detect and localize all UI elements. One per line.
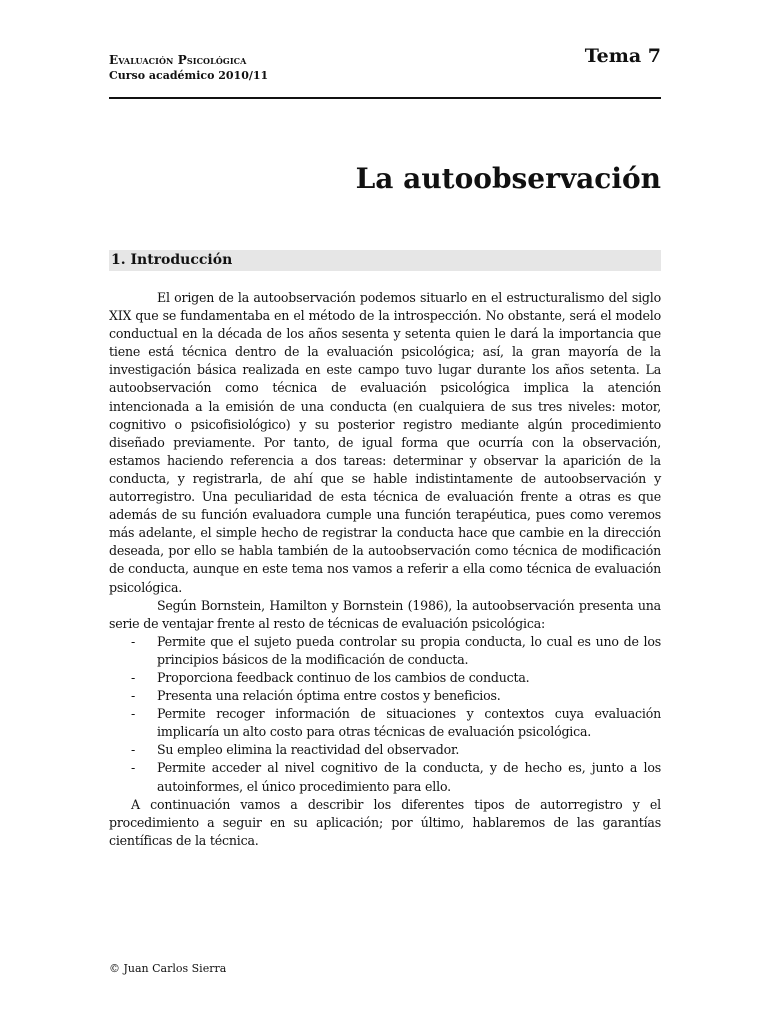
body-text	[109, 289, 661, 850]
list-item	[109, 633, 661, 669]
list-item-text: Proporciona feedback continuo de los cambios de conducta.	[157, 669, 530, 685]
closing-paragraph: A continuación vamos a describir los diferentes tipos de autorregistro y el procedimiento a seguir en su aplicación; por último, hablaremos de las garantías científicas de la técnica.	[109, 796, 661, 848]
list-dash: -	[131, 706, 136, 722]
list-item-text: Presenta una relación óptima entre costos y beneficios.	[157, 688, 501, 704]
section-heading-bar	[109, 250, 661, 271]
header-left	[109, 52, 268, 84]
page-footer: © Juan Carlos Sierra	[109, 962, 227, 975]
list-item-text: Permite que el sujeto pueda controlar su propia conducta, lo cual es uno de los principios básicos de la modificación de conducta.	[157, 633, 661, 667]
document-page	[109, 44, 661, 848]
subject-name: Evaluación Psicológica	[109, 53, 247, 67]
list-dash: -	[131, 669, 136, 685]
list-item	[109, 687, 661, 705]
section-title: 1. Introducción	[111, 252, 233, 268]
list-item	[109, 741, 661, 759]
list-dash: -	[131, 760, 136, 776]
list-item-text: Permite recoger información de situaciones y contextos cuya evaluación implicaría un alto costo para otras técnicas de evaluación psicológica.	[157, 706, 661, 740]
topic-number: Tema 7	[584, 45, 661, 67]
list-dash: -	[131, 742, 136, 758]
list-item	[109, 705, 661, 741]
advantages-list	[109, 633, 661, 796]
advantages-intro-paragraph: Según Bornstein, Hamilton y Bornstein (1986), la autoobservación presenta una serie de ventajar frente al resto de técnicas de evaluación psicológica:	[109, 597, 661, 631]
page-title: La autoobservación	[355, 162, 661, 195]
list-dash: -	[131, 633, 136, 649]
intro-paragraph: El origen de la autoobservación podemos situarlo en el estructuralismo del siglo XIX que se fundamentaba en el método de la introspección. No obstante, será el modelo conductual en la década de los años sesenta y setenta quien le dará la importancia que tiene está técnica dentro de la evaluación psicológica; así, la gran mayoría de la investigación básica realizada en este campo tuvo lugar durante los años setenta. La autoobservación como técnica de evaluación psicológica implica la atención intencionada a la emisión de una conducta (en cualquiera de sus tres niveles: motor, cognitivo o psicofisiológico) y su posterior registro mediante algún procedimiento diseñado previamente. Por tanto, de igual forma que ocurría con la observación, estamos haciendo referencia a dos tareas: determinar y observar la aparición de la conducta, y registrarla, de ahí que se hable indistintamente de autoobservación y autorregistro. Una peculiaridad de esta técnica de evaluación frente a otras es que además de su función evaluadora cumple una función terapéutica, pues como veremos más adelante, el simple hecho de registrar la conducta hace que cambie en la dirección deseada, por ello se habla también de la autoobservación como técnica de modificación de conducta, aunque en este tema nos vamos a referir a ella como técnica de evaluación psicológica.	[109, 290, 661, 595]
page-header	[109, 44, 661, 96]
list-dash: -	[131, 688, 136, 704]
list-item-text: Permite acceder al nivel cognitivo de la conducta, y de hecho es, junto a los autoinformes, el único procedimiento para ello.	[157, 760, 661, 794]
list-item	[109, 669, 661, 687]
header-rule	[109, 97, 661, 99]
course-year: Curso académico 2010/11	[109, 69, 269, 82]
list-item-text: Su empleo elimina la reactividad del observador.	[157, 742, 460, 758]
list-item	[109, 759, 661, 795]
